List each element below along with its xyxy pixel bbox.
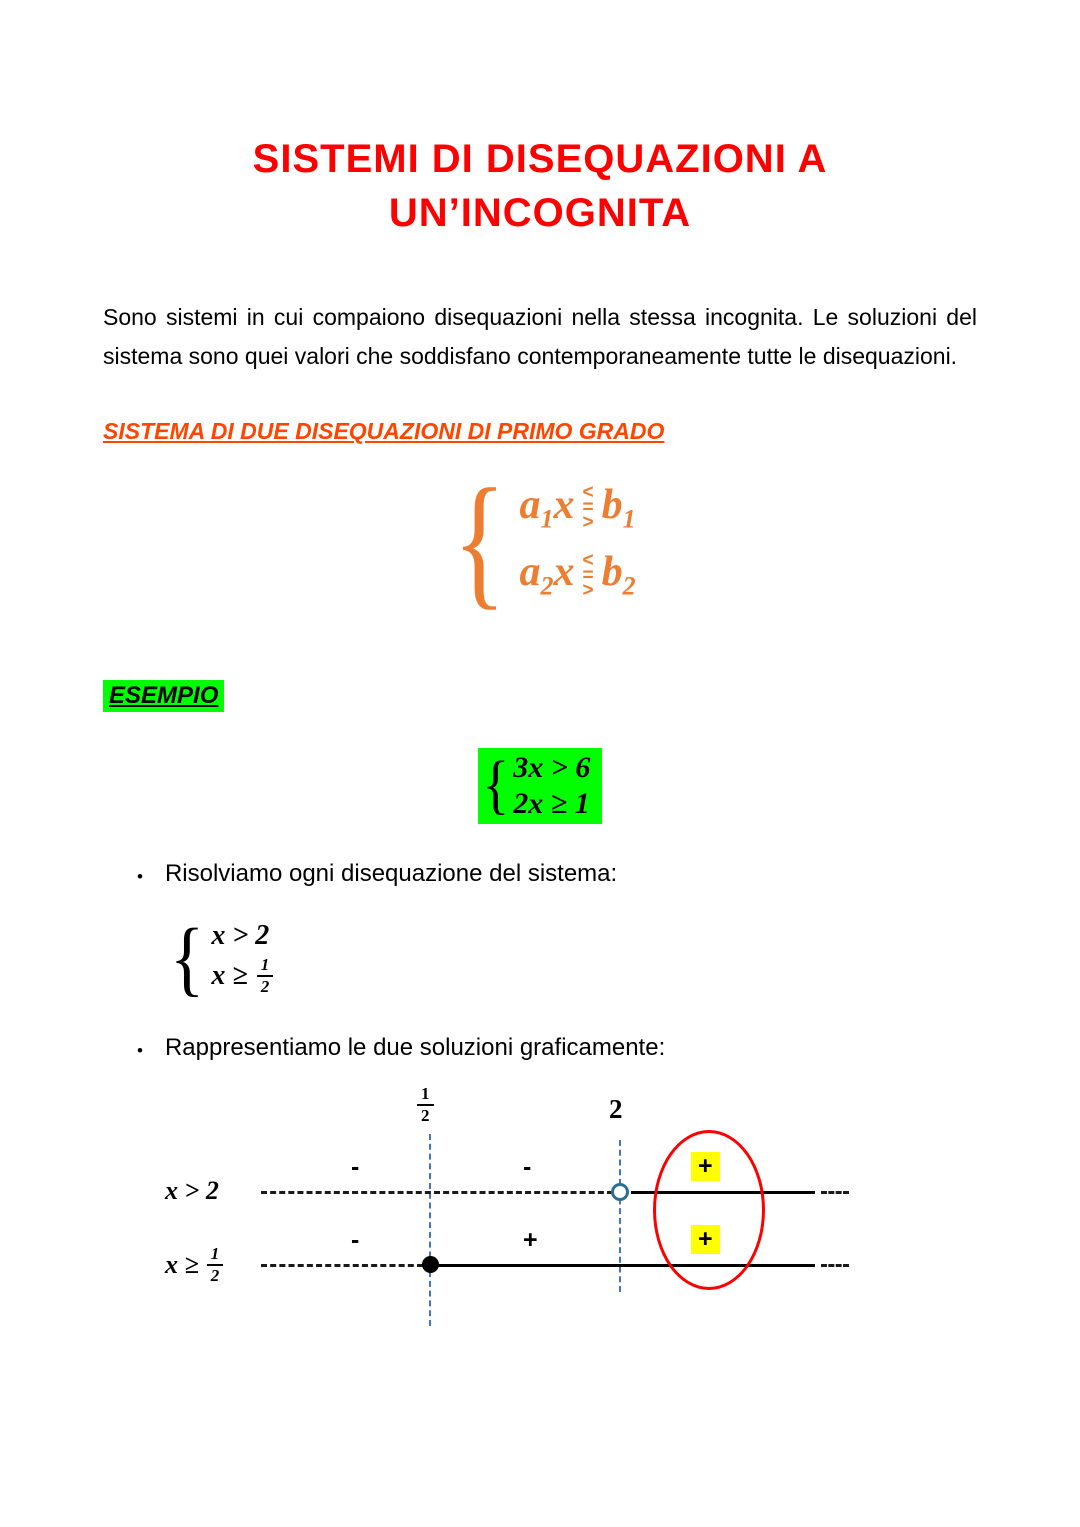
- example-inequality-2: 2x ≥ 1: [513, 786, 590, 820]
- example-inequality-1: 3x > 6: [513, 750, 591, 784]
- example-label: ESEMPIO: [103, 680, 224, 712]
- general-system-formula: [103, 459, 977, 624]
- general-inequality-1: [519, 482, 635, 534]
- step-2: [137, 1034, 977, 1068]
- line2-sign-plus-highlighted: +: [691, 1225, 720, 1255]
- line1-open-endpoint: [611, 1183, 629, 1201]
- guide-line-two: [619, 1140, 621, 1292]
- title-line-1: SISTEMI DI DISEQUAZIONI A: [252, 137, 828, 181]
- line1-dashed-segment: [261, 1191, 613, 1194]
- line2-solid-segment: [437, 1264, 815, 1267]
- line1-sign-minus-2: -: [523, 1152, 532, 1181]
- system-brace: {: [453, 459, 507, 624]
- general-inequality-2: [519, 549, 635, 601]
- general-lhs-2: $a_2x$: [519, 549, 575, 601]
- one-half-fraction: $\frac{1}{2}$: [257, 955, 274, 998]
- line2-label: x ≥ $\frac{1}{2}$: [165, 1244, 223, 1287]
- line1-trailing-dashes: [821, 1191, 849, 1194]
- guide-line-one-half: [429, 1134, 431, 1326]
- example-system: [103, 748, 977, 824]
- line1-sign-minus-1: -: [351, 1152, 360, 1181]
- one-half-fraction: $\frac{1}{2}$: [207, 1244, 224, 1287]
- step-1-text: Risolviamo ogni disequazione del sistema:: [164, 859, 618, 887]
- less-equal-greater-symbol: < = >: [582, 481, 594, 534]
- line2-sign-minus: -: [351, 1225, 360, 1254]
- general-rhs-1: $b_1$: [601, 481, 636, 533]
- line1-sign-plus-highlighted: +: [691, 1152, 720, 1182]
- step-2-text: Rappresentiamo le due soluzioni graficamente:: [164, 1033, 666, 1061]
- example-system-brace: {: [481, 748, 509, 822]
- solved-inequality-2: x ≥ $\frac{1}{2}$: [211, 955, 273, 998]
- bullet-dot: •: [137, 866, 143, 886]
- bullet-dot: •: [137, 1040, 143, 1060]
- page-title: [103, 132, 977, 240]
- solved-system-brace: {: [170, 911, 205, 1005]
- title-line-2: UN’INCOGNITA: [388, 191, 692, 235]
- section-heading: SISTEMA DI DUE DISEQUAZIONI DI PRIMO GRADO: [103, 418, 665, 445]
- general-lhs-1: $a_1x$: [519, 481, 575, 533]
- line2-dashed-segment: [261, 1264, 423, 1267]
- solved-inequality-1: x > 2: [211, 919, 270, 951]
- boundary-label-two: 2: [609, 1093, 623, 1124]
- solved-system: [167, 911, 977, 1005]
- number-line-diagram: [103, 1084, 977, 1349]
- less-equal-greater-symbol: < = >: [582, 549, 594, 602]
- boundary-label-one-half: $\frac{1}{2}$: [417, 1084, 434, 1127]
- step-1: [137, 860, 977, 894]
- intro-paragraph: Sono sistemi in cui compaiono disequazioni nella stessa incognita. Le soluzioni del sistema sono quei valori che soddisfano contemporaneamente tutte le disequazioni.: [103, 304, 977, 370]
- line2-sign-plus: +: [523, 1225, 538, 1254]
- solution-region-ellipse: [653, 1130, 765, 1290]
- line2-trailing-dashes: [821, 1264, 849, 1267]
- general-rhs-2: $b_2$: [601, 549, 636, 601]
- line1-label: x > 2: [165, 1175, 219, 1205]
